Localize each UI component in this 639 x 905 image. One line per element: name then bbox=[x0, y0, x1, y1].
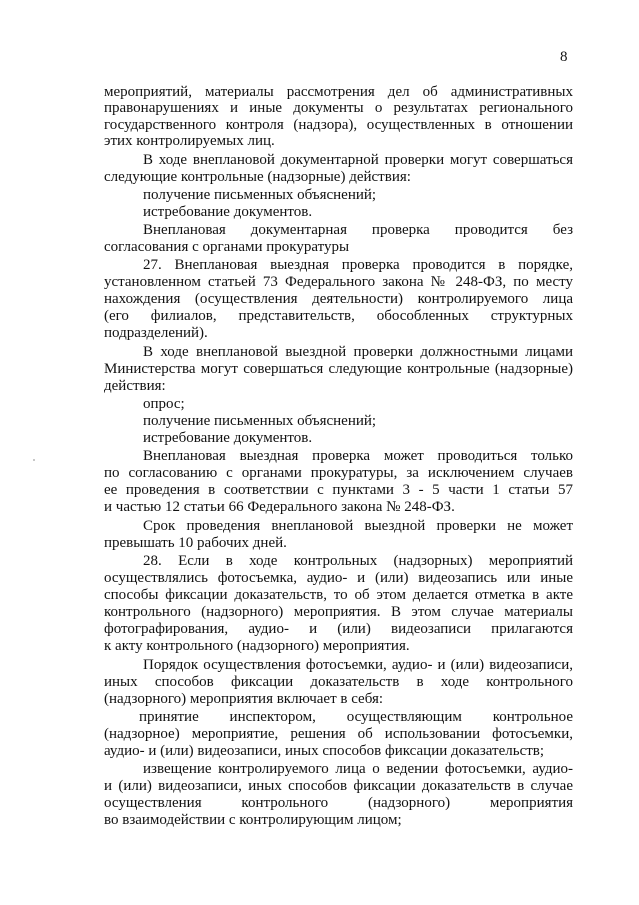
text-line: истребование документов. bbox=[143, 204, 313, 220]
text-line: подразделений). bbox=[104, 325, 208, 341]
scan-speck bbox=[33, 459, 35, 461]
text-line: (его филиалов, представительств, обособленных структурных bbox=[104, 308, 573, 324]
text-line: получение письменных объяснений; bbox=[143, 187, 377, 203]
text-line: осуществления контрольного (надзорного) мероприятия bbox=[104, 795, 573, 811]
text-line: иных способов фиксации доказательств в ходе контрольного bbox=[104, 674, 573, 690]
text-line: во взаимодействии с контролирующим лицом; bbox=[104, 812, 402, 828]
text-line: извещение контролируемого лица о ведении фотосъемки, аудио- bbox=[143, 761, 573, 777]
text-line: действия: bbox=[104, 378, 166, 394]
text-line: осуществлялись фотосъемка, аудио- и (или) видеозапись или иные bbox=[104, 570, 573, 586]
text-line: правонарушениях и иные документы о результатах регионального bbox=[104, 100, 573, 116]
text-line: фотографирования, аудио- и (или) видеозаписи прилагаются bbox=[104, 621, 573, 637]
page-number: 8 bbox=[560, 49, 568, 65]
text-line: этих контролируемых лиц. bbox=[104, 133, 275, 149]
text-line: (надзорное) мероприятие, решения об использовании фотосъемки, bbox=[104, 726, 573, 742]
text-line: Министерства могут совершаться следующие контрольные (надзорные) bbox=[104, 361, 573, 377]
text-line: к акту контрольного (надзорного) мероприятия. bbox=[104, 638, 410, 654]
text-line: 28. Если в ходе контрольных (надзорных) мероприятий bbox=[143, 553, 573, 569]
text-line: истребование документов. bbox=[143, 430, 313, 446]
text-line: превышать 10 рабочих дней. bbox=[104, 535, 287, 551]
text-line: принятие инспектором, осуществляющим контрольное bbox=[139, 709, 573, 725]
text-line: мероприятий, материалы рассмотрения дел об административных bbox=[104, 84, 573, 100]
text-line: способы фиксации доказательств, то об этом делается отметка в акте bbox=[104, 587, 573, 603]
text-line: Порядок осуществления фотосъемки, аудио- и (или) видеозаписи, bbox=[143, 657, 573, 673]
text-line: опрос; bbox=[143, 396, 185, 412]
text-line: Внеплановая документарная проверка проводится без bbox=[143, 222, 573, 238]
text-line: получение письменных объяснений; bbox=[143, 413, 377, 429]
text-line: государственного контроля (надзора), осуществленных в отношении bbox=[104, 117, 573, 133]
text-line: Внеплановая выездная проверка может проводиться только bbox=[143, 448, 573, 464]
text-line: В ходе внеплановой выездной проверки должностными лицами bbox=[143, 344, 573, 360]
text-line: и (или) видеозаписи, иных способов фиксации доказательств в случае bbox=[104, 778, 573, 794]
text-line: Срок проведения внеплановой выездной проверки не может bbox=[143, 518, 573, 534]
text-line: аудио- и (или) видеозаписи, иных способов фиксации доказательств; bbox=[104, 743, 545, 759]
text-line: следующие контрольные (надзорные) действия: bbox=[104, 169, 411, 185]
text-line: В ходе внеплановой документарной проверки могут совершаться bbox=[143, 152, 573, 168]
text-line: и частью 12 статьи 66 Федерального закона № 248-ФЗ. bbox=[104, 499, 455, 515]
text-line: контрольного (надзорного) мероприятия. В этом случае материалы bbox=[104, 604, 573, 620]
text-line: ее проведения в соответствии с пунктами 3 - 5 части 1 статьи 57 bbox=[104, 482, 573, 498]
text-line: согласования с органами прокуратуры bbox=[104, 239, 350, 255]
text-line: (надзорного) мероприятия включает в себя: bbox=[104, 691, 384, 707]
text-line: 27. Внеплановая выездная проверка проводится в порядке, bbox=[143, 257, 573, 273]
text-line: нахождения (осуществления деятельности) контролируемого лица bbox=[104, 291, 573, 307]
text-line: установленном статьей 73 Федерального закона № 248-ФЗ, по месту bbox=[104, 274, 573, 290]
text-line: по согласованию с органами прокуратуры, за исключением случаев bbox=[104, 465, 573, 481]
